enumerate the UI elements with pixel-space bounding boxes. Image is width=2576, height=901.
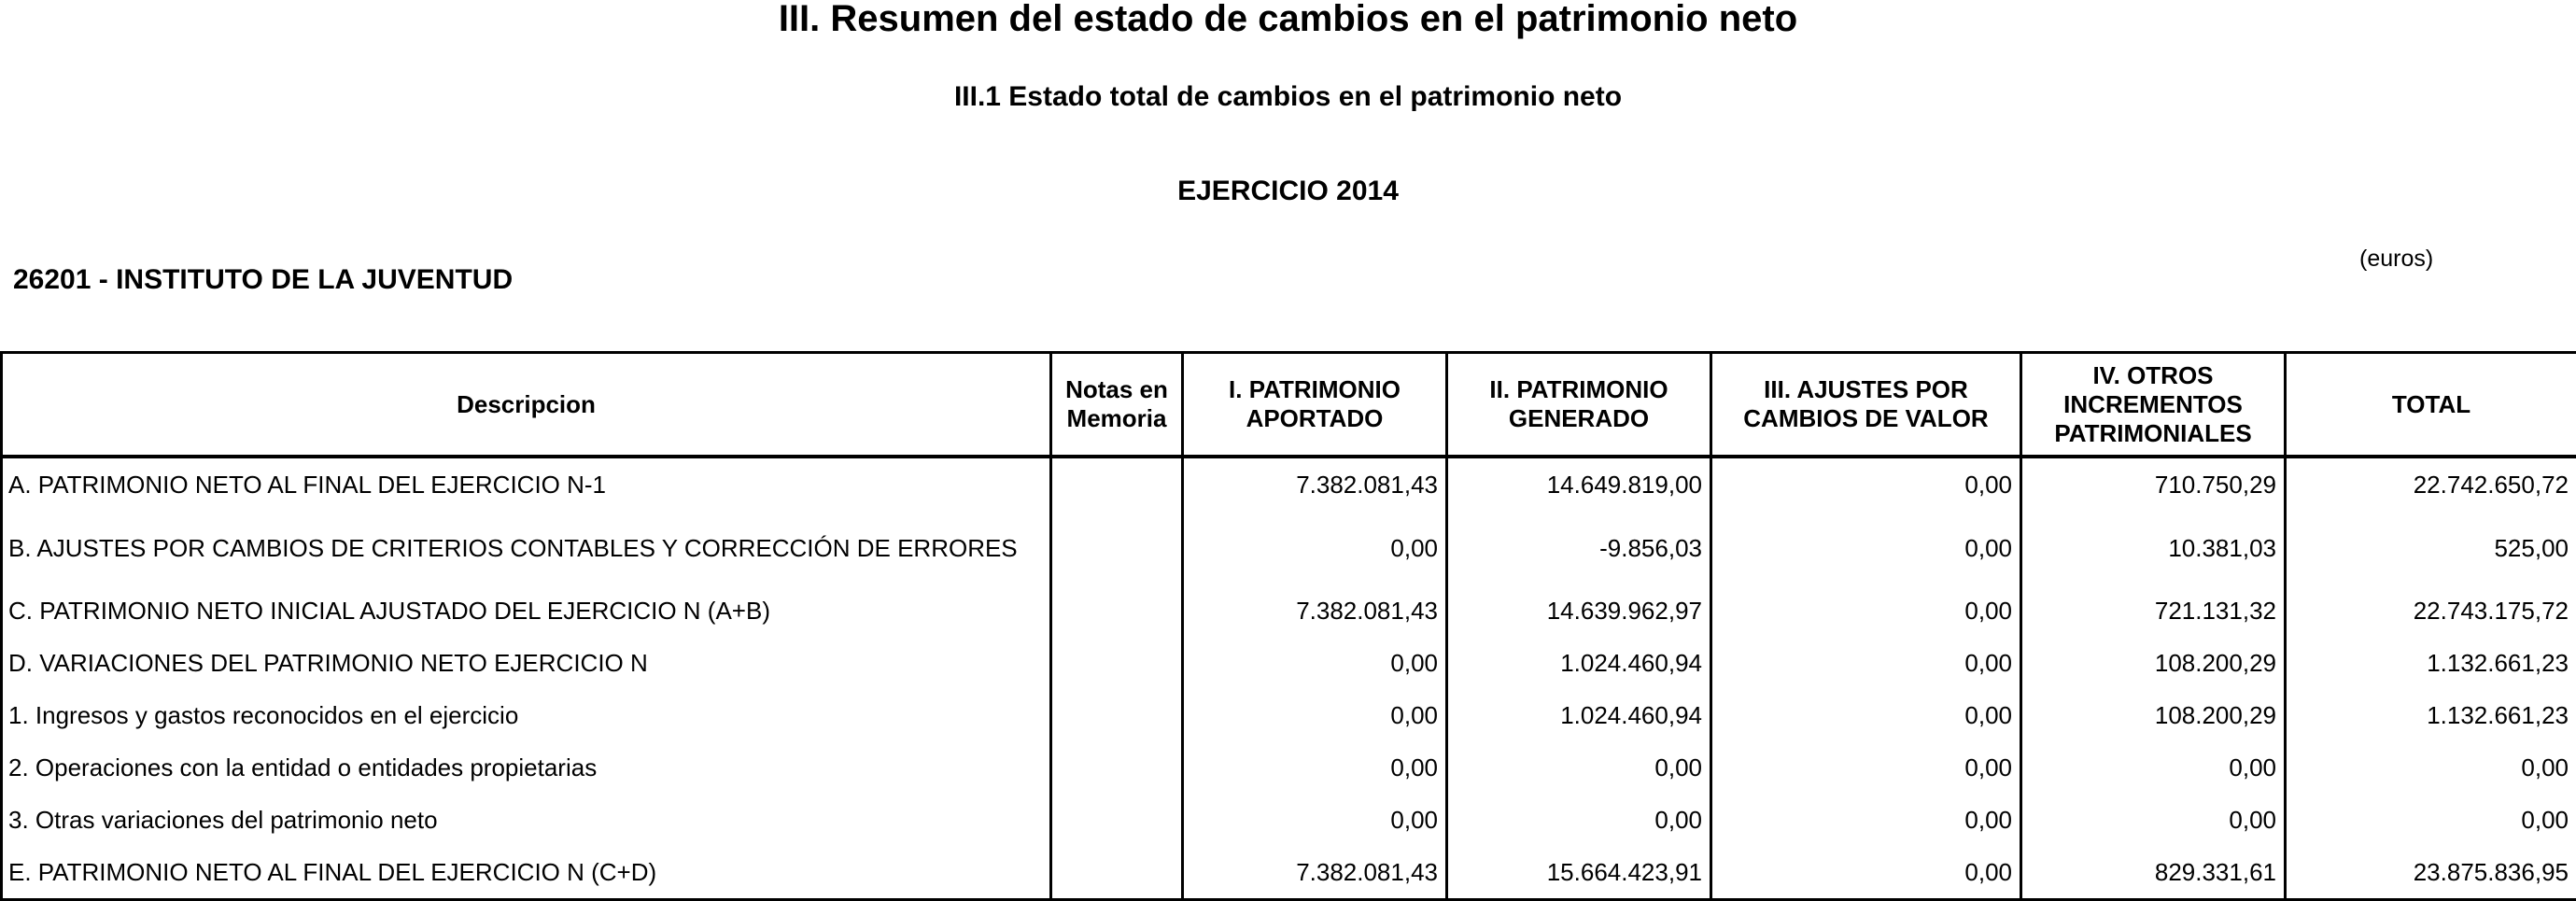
column-header-otros-incrementos: IV. OTROS INCREMENTOS PATRIMONIALES [2021, 353, 2286, 458]
cell-descripcion: A. PATRIMONIO NETO AL FINAL DEL EJERCICIO N-1 [2, 457, 1051, 511]
cell-ajustes: 0,00 [1711, 689, 2021, 741]
cell-patrimonio-aportado: 7.382.081,43 [1183, 457, 1447, 511]
cell-notas [1051, 637, 1183, 689]
column-header-descripcion: Descripcion [2, 353, 1051, 458]
fiscal-year: EJERCICIO 2014 [0, 175, 2576, 208]
cell-notas [1051, 794, 1183, 846]
cell-patrimonio-generado: 1.024.460,94 [1447, 689, 1711, 741]
cell-total: 22.743.175,72 [2286, 584, 2576, 637]
cell-total: 23.875.836,95 [2286, 846, 2576, 900]
column-header-patrimonio-aportado: I. PATRIMONIO APORTADO [1183, 353, 1447, 458]
cell-total: 0,00 [2286, 741, 2576, 794]
cell-notas [1051, 457, 1183, 511]
cell-descripcion: B. AJUSTES POR CAMBIOS DE CRITERIOS CONTABLES Y CORRECCIÓN DE ERRORES [2, 511, 1051, 584]
table-row [2, 846, 2576, 900]
table-row [2, 794, 2576, 846]
cell-patrimonio-aportado: 0,00 [1183, 637, 1447, 689]
cell-notas [1051, 584, 1183, 637]
cell-patrimonio-generado: 1.024.460,94 [1447, 637, 1711, 689]
cell-notas [1051, 511, 1183, 584]
cell-descripcion: 2. Operaciones con la entidad o entidades propietarias [2, 741, 1051, 794]
cell-descripcion: E. PATRIMONIO NETO AL FINAL DEL EJERCICIO N (C+D) [2, 846, 1051, 900]
cell-total: 22.742.650,72 [2286, 457, 2576, 511]
cell-total: 1.132.661,23 [2286, 637, 2576, 689]
cell-total: 525,00 [2286, 511, 2576, 584]
equity-changes-table [0, 351, 2576, 901]
column-header-patrimonio-generado: II. PATRIMONIO GENERADO [1447, 353, 1711, 458]
table-row [2, 637, 2576, 689]
entity-name: 26201 - INSTITUTO DE LA JUVENTUD [13, 263, 513, 297]
cell-descripcion: 3. Otras variaciones del patrimonio neto [2, 794, 1051, 846]
cell-otros-incrementos: 710.750,29 [2021, 457, 2286, 511]
cell-patrimonio-generado: -9.856,03 [1447, 511, 1711, 584]
cell-otros-incrementos: 0,00 [2021, 794, 2286, 846]
cell-otros-incrementos: 10.381,03 [2021, 511, 2286, 584]
column-header-total: TOTAL [2286, 353, 2576, 458]
cell-notas [1051, 741, 1183, 794]
column-header-ajustes: III. AJUSTES POR CAMBIOS DE VALOR [1711, 353, 2021, 458]
cell-ajustes: 0,00 [1711, 457, 2021, 511]
cell-patrimonio-aportado: 0,00 [1183, 741, 1447, 794]
cell-patrimonio-generado: 0,00 [1447, 741, 1711, 794]
cell-patrimonio-aportado: 0,00 [1183, 511, 1447, 584]
cell-notas [1051, 689, 1183, 741]
cell-total: 1.132.661,23 [2286, 689, 2576, 741]
cell-otros-incrementos: 108.200,29 [2021, 689, 2286, 741]
table-header-row [2, 353, 2576, 458]
cell-patrimonio-generado: 14.639.962,97 [1447, 584, 1711, 637]
table-row [2, 457, 2576, 511]
cell-patrimonio-aportado: 0,00 [1183, 689, 1447, 741]
cell-notas [1051, 846, 1183, 900]
table-row [2, 511, 2576, 584]
cell-ajustes: 0,00 [1711, 511, 2021, 584]
cell-patrimonio-generado: 0,00 [1447, 794, 1711, 846]
cell-otros-incrementos: 829.331,61 [2021, 846, 2286, 900]
units-label: (euros) [2359, 245, 2433, 273]
column-header-notas: Notas en Memoria [1051, 353, 1183, 458]
cell-total: 0,00 [2286, 794, 2576, 846]
cell-descripcion: D. VARIACIONES DEL PATRIMONIO NETO EJERCICIO N [2, 637, 1051, 689]
cell-ajustes: 0,00 [1711, 794, 2021, 846]
cell-otros-incrementos: 0,00 [2021, 741, 2286, 794]
cell-patrimonio-generado: 14.649.819,00 [1447, 457, 1711, 511]
cell-descripcion: C. PATRIMONIO NETO INICIAL AJUSTADO DEL EJERCICIO N (A+B) [2, 584, 1051, 637]
cell-otros-incrementos: 721.131,32 [2021, 584, 2286, 637]
cell-descripcion: 1. Ingresos y gastos reconocidos en el ejercicio [2, 689, 1051, 741]
cell-ajustes: 0,00 [1711, 846, 2021, 900]
cell-patrimonio-generado: 15.664.423,91 [1447, 846, 1711, 900]
page-subtitle: III.1 Estado total de cambios en el patrimonio neto [0, 80, 2576, 114]
cell-ajustes: 0,00 [1711, 584, 2021, 637]
table-row [2, 584, 2576, 637]
cell-patrimonio-aportado: 7.382.081,43 [1183, 584, 1447, 637]
cell-patrimonio-aportado: 0,00 [1183, 794, 1447, 846]
table-row [2, 689, 2576, 741]
cell-patrimonio-aportado: 7.382.081,43 [1183, 846, 1447, 900]
cell-otros-incrementos: 108.200,29 [2021, 637, 2286, 689]
table-row [2, 741, 2576, 794]
cell-ajustes: 0,00 [1711, 741, 2021, 794]
page-title: III. Resumen del estado de cambios en el patrimonio neto [0, 0, 2576, 37]
cell-ajustes: 0,00 [1711, 637, 2021, 689]
